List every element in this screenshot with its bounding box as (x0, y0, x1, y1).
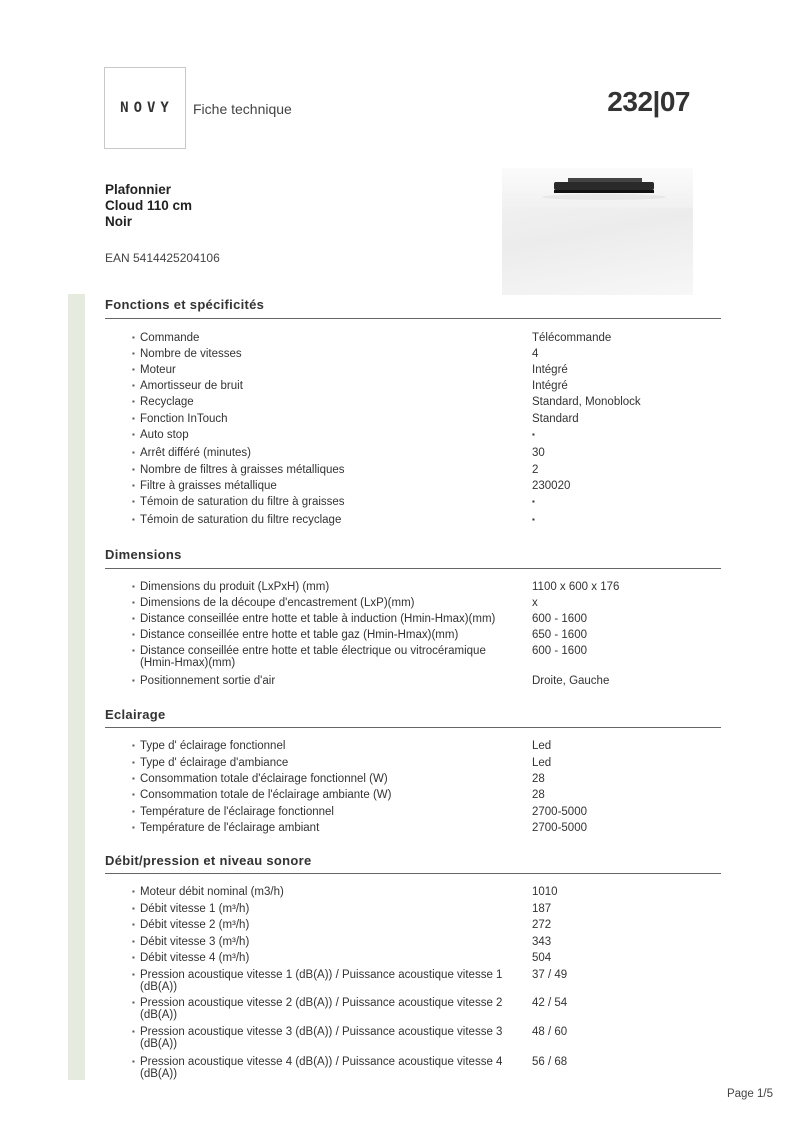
product-photo (502, 168, 693, 295)
spec-value: 30 (532, 447, 545, 459)
spec-value: 230020 (532, 480, 571, 492)
spec-value: 2700-5000 (532, 822, 587, 834)
bullet-icon: ▪ (132, 741, 135, 750)
spec-label: Nombre de filtres à graisses métalliques (140, 464, 345, 476)
bullet-icon: ▪ (132, 823, 135, 832)
spec-label: Filtre à graisses métallique (140, 480, 277, 492)
section-rule (105, 318, 721, 319)
spec-value: 504 (532, 952, 552, 964)
spec-label (140, 969, 520, 993)
spec-label: Moteur (140, 364, 176, 376)
spec-label-line-1: Pression acoustique vitesse 4 (dB(A)) / Puissance acoustique vitesse 4 (140, 1056, 503, 1068)
bullet-icon: ▪ (132, 515, 135, 524)
spec-label-line-1: Pression acoustique vitesse 2 (dB(A)) / Puissance acoustique vitesse 2 (140, 997, 503, 1009)
bullet-icon: ▪ (132, 1027, 135, 1036)
spec-label: Témoin de saturation du filtre recyclage (140, 514, 342, 526)
spec-value: 37 / 49 (532, 969, 568, 981)
bullet-icon: ▪ (132, 887, 135, 896)
spec-label: Moteur débit nominal (m3/h) (140, 886, 284, 898)
spec-value: 343 (532, 936, 552, 948)
ean-code: EAN 5414425204106 (105, 251, 220, 265)
spec-label: Arrêt différé (minutes) (140, 447, 251, 459)
spec-value: Intégré (532, 380, 568, 392)
bullet-icon: ▪ (132, 790, 135, 799)
spec-value: 600 - 1600 (532, 613, 587, 625)
section-rule (105, 568, 721, 569)
spec-value: Droite, Gauche (532, 675, 610, 687)
spec-label: Consommation totale d'éclairage fonctionnel (W) (140, 773, 388, 785)
bullet-icon: ▪ (132, 998, 135, 1007)
bullet-icon: ▪ (132, 481, 135, 490)
spec-label: Nombre de vitesses (140, 348, 242, 360)
doc-code: 232|07 (607, 86, 690, 117)
spec-value: Standard (532, 413, 579, 425)
spec-label: Commande (140, 332, 200, 344)
section-title-debit: Débit/pression et niveau sonore (105, 853, 312, 868)
spec-label (140, 1026, 520, 1050)
section-title-fonctions: Fonctions et spécificités (105, 297, 265, 312)
photo-hood-edge (554, 190, 654, 193)
spec-label: Débit vitesse 4 (m³/h) (140, 952, 250, 964)
bullet-icon: ▪ (132, 333, 135, 342)
spec-value: 1010 (532, 886, 558, 898)
spec-label: Type d' éclairage fonctionnel (140, 740, 286, 752)
spec-value: 650 - 1600 (532, 629, 587, 641)
spec-label: Distance conseillée entre hotte et table à induction (Hmin-Hmax)(mm) (140, 613, 496, 625)
bullet-icon: ▪ (132, 465, 135, 474)
bullet-icon: ▪ (132, 676, 135, 685)
bullet-icon: ▪ (132, 970, 135, 979)
spec-value: Intégré (532, 364, 568, 376)
spec-value: 4 (532, 348, 539, 360)
spec-value: Standard, Monoblock (532, 396, 641, 408)
spec-label: Auto stop (140, 429, 189, 441)
bullet-icon: ▪ (132, 774, 135, 783)
spec-value: ▪ (532, 497, 535, 506)
spec-label: Positionnement sortie d'air (140, 675, 276, 687)
bullet-icon: ▪ (132, 397, 135, 406)
bullet-icon: ▪ (132, 497, 135, 506)
spec-label-line-2: (Hmin-Hmax)(mm) (140, 657, 236, 669)
bullet-icon: ▪ (132, 582, 135, 591)
bullet-icon: ▪ (132, 904, 135, 913)
spec-label-line-1: Distance conseillée entre hotte et table électrique ou vitrocéramique (140, 645, 486, 657)
spec-label: Consommation totale de l'éclairage ambiante (W) (140, 789, 392, 801)
spec-label (140, 997, 520, 1021)
bullet-icon: ▪ (132, 807, 135, 816)
logo-text: NOVY (120, 100, 174, 116)
bullet-icon: ▪ (132, 630, 135, 639)
page-number: Page 1/5 (726, 1088, 773, 1100)
spec-label: Dimensions de la découpe d'encastrement (LxP)(mm) (140, 597, 415, 609)
spec-value: 28 (532, 773, 545, 785)
spec-value: 48 / 60 (532, 1026, 568, 1038)
spec-label (140, 645, 520, 669)
spec-label: Distance conseillée entre hotte et table gaz (Hmin-Hmax)(mm) (140, 629, 459, 641)
spec-label: Amortisseur de bruit (140, 380, 243, 392)
product-line-2: Cloud 110 cm (105, 198, 193, 213)
bullet-icon: ▪ (132, 758, 135, 767)
spec-value: Led (532, 757, 552, 769)
spec-label-line-2: (dB(A)) (140, 1038, 178, 1050)
spec-value: ▪ (532, 430, 535, 439)
section-rule (105, 873, 721, 874)
spec-value: 2 (532, 464, 539, 476)
spec-label-line-2: (dB(A)) (140, 1068, 178, 1080)
bullet-icon: ▪ (132, 920, 135, 929)
spec-label-line-2: (dB(A)) (140, 981, 178, 993)
spec-label: Dimensions du produit (LxPxH) (mm) (140, 581, 330, 593)
spec-value: x (532, 597, 538, 609)
spec-label-line-2: (dB(A)) (140, 1009, 178, 1021)
spec-value: 1100 x 600 x 176 (532, 581, 620, 593)
product-line-3: Noir (105, 214, 132, 229)
spec-value: Led (532, 740, 552, 752)
section-title-dimensions: Dimensions (105, 547, 182, 562)
photo-hood (554, 182, 654, 190)
section-title-eclairage: Eclairage (105, 707, 166, 722)
bullet-icon: ▪ (132, 381, 135, 390)
spec-value: 272 (532, 919, 552, 931)
spec-label: Type d' éclairage d'ambiance (140, 757, 289, 769)
logo-box (104, 67, 186, 149)
spec-label: Recyclage (140, 396, 194, 408)
doc-type: Fiche technique (193, 101, 292, 117)
spec-value: 600 - 1600 (532, 645, 587, 657)
spec-value: 56 / 68 (532, 1056, 568, 1068)
spec-value: Télécommande (532, 332, 612, 344)
spec-value: 187 (532, 903, 552, 915)
spec-label: Débit vitesse 2 (m³/h) (140, 919, 250, 931)
bullet-icon: ▪ (132, 448, 135, 457)
spec-value: ▪ (532, 515, 535, 524)
spec-label (140, 1056, 520, 1080)
spec-value: 42 / 54 (532, 997, 568, 1009)
spec-label-line-1: Pression acoustique vitesse 3 (dB(A)) / Puissance acoustique vitesse 3 (140, 1026, 503, 1038)
bullet-icon: ▪ (132, 598, 135, 607)
bullet-icon: ▪ (132, 937, 135, 946)
spec-label: Température de l'éclairage fonctionnel (140, 806, 334, 818)
bullet-icon: ▪ (132, 646, 135, 655)
bullet-icon: ▪ (132, 414, 135, 423)
spec-label: Débit vitesse 3 (m³/h) (140, 936, 250, 948)
spec-value: 2700-5000 (532, 806, 587, 818)
section-rule (105, 727, 721, 728)
bullet-icon: ▪ (132, 365, 135, 374)
spec-label: Fonction InTouch (140, 413, 228, 425)
spec-value: 28 (532, 789, 545, 801)
side-accent-bar (68, 294, 85, 1080)
bullet-icon: ▪ (132, 1057, 135, 1066)
product-line-1: Plafonnier (105, 182, 172, 197)
spec-label: Débit vitesse 1 (m³/h) (140, 903, 250, 915)
bullet-icon: ▪ (132, 614, 135, 623)
bullet-icon: ▪ (132, 349, 135, 358)
product-title (105, 182, 192, 230)
bullet-icon: ▪ (132, 430, 135, 439)
bullet-icon: ▪ (132, 953, 135, 962)
spec-label-line-1: Pression acoustique vitesse 1 (dB(A)) / Puissance acoustique vitesse 1 (140, 969, 503, 981)
photo-shadow (542, 194, 666, 200)
spec-label: Témoin de saturation du filtre à graisses (140, 496, 345, 508)
spec-label: Température de l'éclairage ambiant (140, 822, 320, 834)
